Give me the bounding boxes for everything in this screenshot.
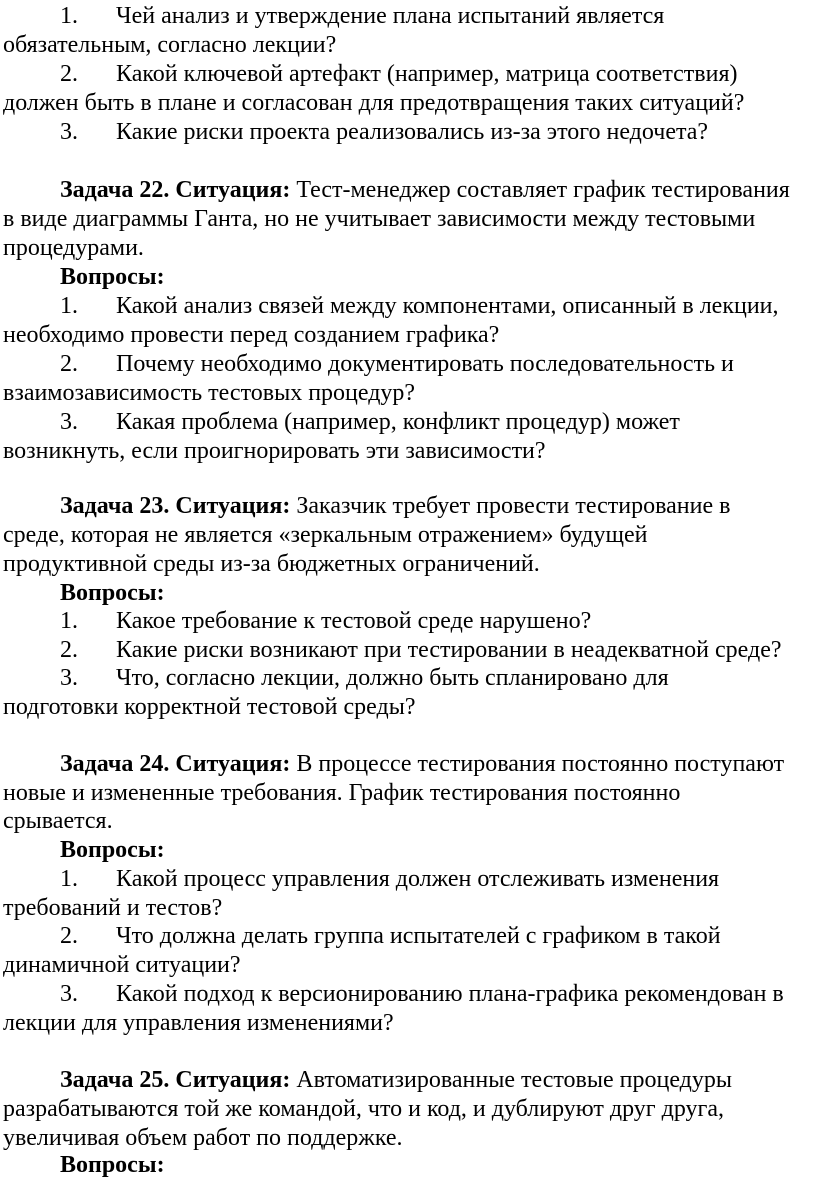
task24-q3-line1: Какой подход к версионированию плана-графика рекомендован в <box>116 981 784 1007</box>
task25-heading: Задача 25. Ситуация: <box>60 1067 291 1093</box>
task24-q1-number: 1. <box>60 866 78 892</box>
intro-q3-number: 3. <box>60 119 78 145</box>
task22-q2-number: 2. <box>60 351 78 377</box>
task23-q3-line1: Что, согласно лекции, должно быть спланировано для <box>116 665 669 691</box>
intro-q2-line2: должен быть в плане и согласован для предотвращения таких ситуаций? <box>3 90 745 116</box>
task22-q2-line1: Почему необходимо документировать последовательность и <box>116 351 734 377</box>
task24-text-line1: В процессе тестирования постоянно поступают <box>290 751 785 777</box>
task25-text-line1: Автоматизированные тестовые процедуры <box>290 1067 732 1093</box>
task22-q3-line2: возникнуть, если проигнорировать эти зависимости? <box>3 438 546 464</box>
task24-q2-line2: динамичной ситуации? <box>3 952 241 978</box>
task24-text-line3: срывается. <box>3 808 113 834</box>
task25-questions-label: Вопросы: <box>60 1152 165 1178</box>
task22-text-line1: Тест-менеджер составляет график тестирования <box>290 177 790 203</box>
task23-text-line3: продуктивной среды из-за бюджетных ограничений. <box>3 551 540 577</box>
task22-q3-number: 3. <box>60 409 78 435</box>
task22-q1-number: 1. <box>60 293 78 319</box>
task23-questions-label: Вопросы: <box>60 580 165 606</box>
task25-text-line2: разрабатываются той же командой, что и код, и дублируют друг друга, <box>3 1096 725 1122</box>
task22-q1-line2: необходимо провести перед созданием графика? <box>3 322 500 348</box>
task24-questions-label: Вопросы: <box>60 837 165 863</box>
intro-q1-line1: Чей анализ и утверждение плана испытаний является <box>116 3 665 29</box>
task24-q2-number: 2. <box>60 923 78 949</box>
task23-text-line1: Заказчик требует провести тестирование в <box>290 493 731 519</box>
task24-q1-line1: Какой процесс управления должен отслеживать изменения <box>116 866 720 892</box>
task23-situation-line1 <box>60 492 730 521</box>
task24-text-line2: новые и измененные требования. График тестирования постоянно <box>3 780 681 806</box>
task22-questions-label: Вопросы: <box>60 264 165 290</box>
intro-q1-number: 1. <box>60 3 78 29</box>
task25-text-line3: увеличивая объем работ по поддержке. <box>3 1125 403 1151</box>
task22-q1-line1: Какой анализ связей между компонентами, описанный в лекции, <box>116 293 779 319</box>
task23-text-line2: среде, которая не является «зеркальным отражением» будущей <box>3 522 648 548</box>
task23-q1-number: 1. <box>60 608 78 634</box>
task24-heading: Задача 24. Ситуация: <box>60 751 291 777</box>
task22-situation-line1 <box>60 176 790 205</box>
task22-q3-line1: Какая проблема (например, конфликт процедур) может <box>116 409 680 435</box>
task22-q2-line2: взаимозависимость тестовых процедур? <box>3 380 416 406</box>
task22-text-line3: процедурами. <box>3 235 144 261</box>
task23-q3-line2: подготовки корректной тестовой среды? <box>3 694 416 720</box>
task24-q3-line2: лекции для управления изменениями? <box>3 1010 394 1036</box>
task24-q2-line1: Что должна делать группа испытателей с графиком в такой <box>116 923 721 949</box>
intro-q2-line1: Какой ключевой артефакт (например, матрица соответствия) <box>116 61 738 87</box>
intro-q1-line2: обязательным, согласно лекции? <box>3 32 337 58</box>
task23-q2-number: 2. <box>60 637 78 663</box>
task24-q1-line2: требований и тестов? <box>3 895 223 921</box>
task25-situation-line1 <box>60 1066 732 1095</box>
task23-heading: Задача 23. Ситуация: <box>60 493 291 519</box>
task22-heading: Задача 22. Ситуация: <box>60 177 291 203</box>
task23-q1-line1: Какое требование к тестовой среде нарушено? <box>116 608 592 634</box>
task24-q3-number: 3. <box>60 981 78 1007</box>
intro-q2-number: 2. <box>60 61 78 87</box>
task23-q2-line1: Какие риски возникают при тестировании в неадекватной среде? <box>116 637 782 663</box>
task23-q3-number: 3. <box>60 665 78 691</box>
task22-text-line2: в виде диаграммы Ганта, но не учитывает зависимости между тестовыми <box>3 206 756 232</box>
task24-situation-line1 <box>60 750 784 779</box>
intro-q3-line1: Какие риски проекта реализовались из-за этого недочета? <box>116 119 709 145</box>
